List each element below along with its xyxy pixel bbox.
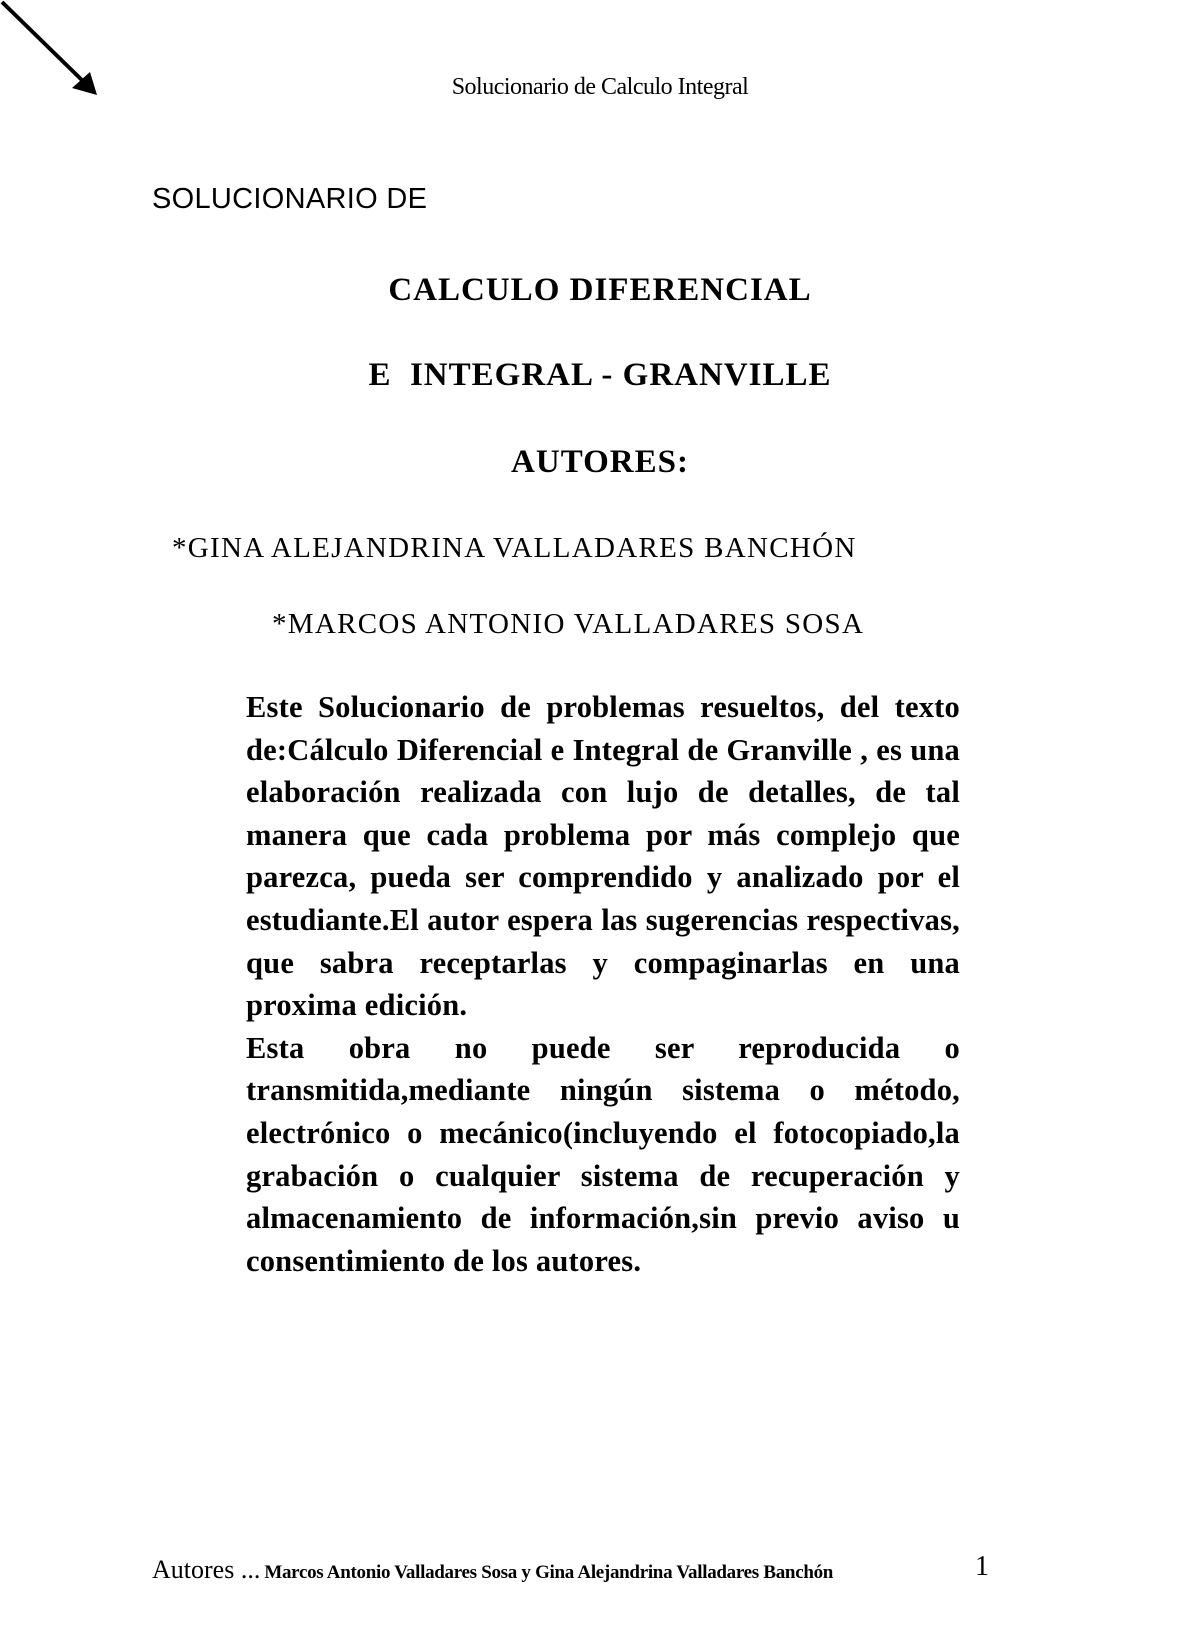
footer-authors: Marcos Antonio Valladares Sosa y Gina Alejandrina Valladares Banchón (264, 1562, 834, 1583)
footer-lead: Autores ... (152, 1555, 261, 1584)
author-marcos: *MARCOS ANTONIO VALLADARES SOSA (272, 608, 865, 640)
body-text (246, 686, 960, 1282)
solucionario-heading: SOLUCIONARIO DE (152, 183, 428, 215)
book-title-line-1: CALCULO DIFERENCIAL (388, 272, 812, 308)
page-number: 1 (975, 1551, 989, 1582)
copyright-paragraph: Esta obra no puede ser reproducida o transmitida,mediante ningún sistema o método, electrónico o mecánico(incluyendo el fotocopiado,la grabación o cualquier sistema de recuperación y almacenamiento de información,sin previo aviso u consentimiento de los autores. (246, 1030, 960, 1278)
page-footer (152, 1555, 1002, 1585)
author-gina: *GINA ALEJANDRINA VALLADARES BANCHÓN (172, 532, 857, 564)
authors-label: AUTORES: (511, 444, 689, 480)
running-header-title: Solucionario de Calculo Integral (451, 74, 749, 100)
intro-paragraph: Este Solucionario de problemas resueltos, del texto de:Cálculo Diferencial e Integral de Granville , es una elaboración realizada con lujo de detalles, de tal manera que cada problema por más complejo que parezca, pueda ser comprendido y analizado por el estudiante.El autor espera las sugerencias respectivas, que sabra receptarlas y compaginarlas en una proxima edición. (246, 690, 960, 1023)
book-title-line-2: E INTEGRAL - GRANVILLE (368, 357, 832, 393)
